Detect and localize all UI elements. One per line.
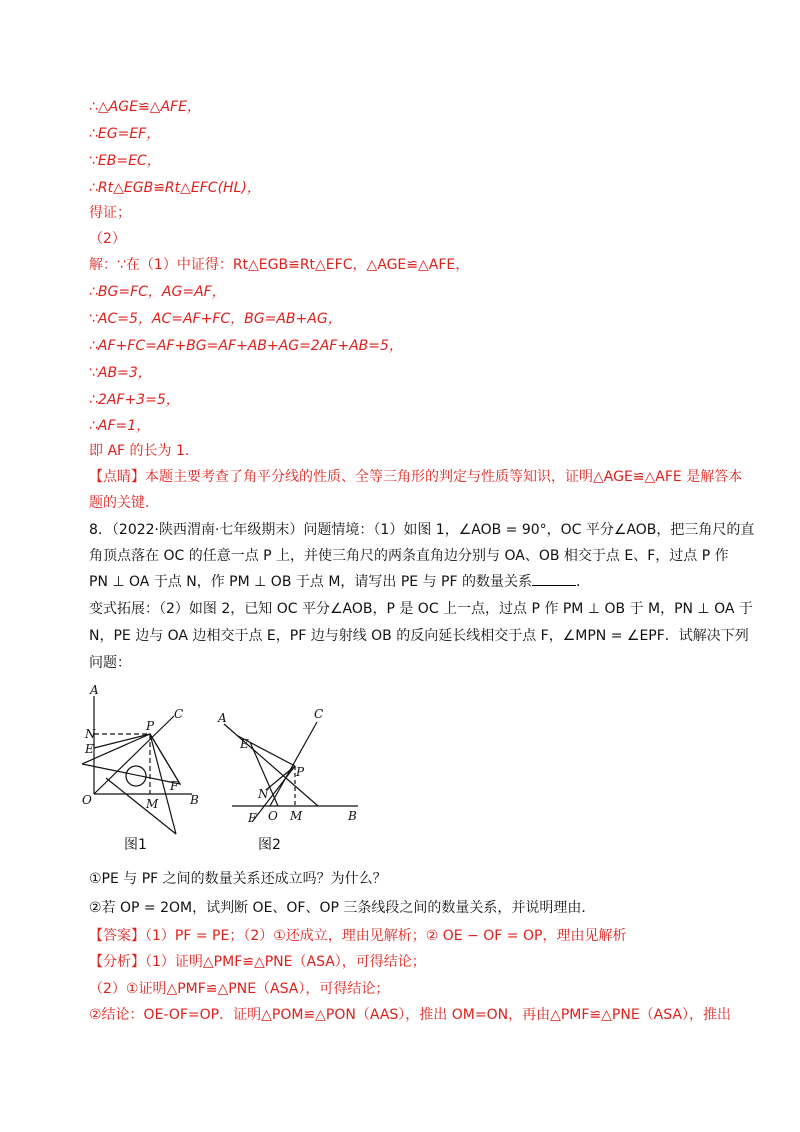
figure-1-caption: 图1 — [124, 837, 147, 853]
answer-text: （1）PF = PE；（2）①还成立，理由见解析；② OE − OF = OP，理由见解析 — [145, 928, 627, 944]
problem8-line-1: 8．（2022·陕西渭南·七年级期末）问题情境：（1）如图 1，∠AOB = 90°，OC 平分∠AOB，把三角尺的直 — [89, 522, 755, 538]
answer-tag: 【答案】 — [89, 928, 145, 944]
solution-line-13: ∴AF=1， — [89, 418, 151, 434]
analysis-tag: 【分析】 — [89, 954, 145, 970]
problem8-line-3-end: ． — [576, 574, 590, 590]
solution-line-7: 解：∵在（1）中证得：Rt△EGB≌Rt△EFC，△AGE≌△AFE， — [89, 257, 470, 273]
analysis-text-1: （1）证明△PMF≌△PNE（ASA），可得结论； — [145, 954, 426, 970]
solution-line-12: ∴2AF+3=5， — [89, 392, 180, 408]
fig2-line-oc — [270, 722, 317, 806]
answer-blank — [532, 573, 576, 586]
analysis-text-2: （2）①证明△PMF≌△PNE（ASA），可得结论； — [89, 981, 390, 997]
fig2-label-f: F — [248, 811, 257, 825]
solution-line-3: ∵EB=EC， — [89, 153, 161, 169]
solution-line-11: ∵AB=3， — [89, 365, 152, 381]
fig2-label-e: E — [240, 737, 249, 751]
fig1-label-b: B — [190, 793, 199, 807]
fig1-label-p: P — [146, 719, 155, 733]
solution-line-6: （2） — [89, 231, 126, 247]
fig2-label-p: P — [296, 765, 305, 779]
fig2-label-a: A — [218, 711, 227, 725]
figure-2-caption: 图2 — [258, 837, 281, 853]
fig2-label-c: C — [314, 707, 324, 721]
figure-1-diagram — [82, 682, 382, 852]
solution-line-9: ∵AC=5，AC=AF+FC，BG=AB+AG， — [89, 311, 342, 327]
fig2-label-n: N — [258, 787, 269, 801]
comment-text-2: 题的关键． — [89, 495, 159, 511]
fig1-label-n: N — [85, 727, 96, 741]
comment-line-1 — [89, 468, 742, 486]
analysis-text-3: ②结论：OE-OF=OP．证明△POM≌△PON（AAS），推出 OM=ON，再由△PMF≌△PNE（ASA），推出 — [89, 1007, 731, 1023]
fig2-label-b: B — [348, 809, 357, 823]
question-1: ①PE 与 PF 之间的数量关系还成立吗？为什么？ — [89, 871, 387, 887]
solution-line-14: 即 AF 的长为 1． — [89, 443, 199, 459]
solution-line-1: ∴△AGE≌△AFE， — [89, 99, 201, 115]
problem8-line-6: 问题： — [89, 655, 131, 671]
fig1-label-a: A — [90, 683, 99, 697]
fig1-label-m: M — [146, 797, 159, 811]
problem8-line-3 — [89, 573, 590, 591]
fig1-label-e: E — [85, 742, 94, 756]
problem8-line-4: 变式拓展：（2）如图 2，已知 OC 平分∠AOB，P 是 OC 上一点，过点 P 作 PM ⊥ OB 于 M，PN ⊥ OA 于 — [89, 601, 753, 617]
fig2-label-o: O — [268, 809, 278, 823]
comment-tag: 【点睛】 — [89, 469, 145, 485]
solution-line-5: 得证； — [89, 205, 131, 221]
fig1-label-o: O — [82, 793, 92, 807]
figures-area — [82, 682, 382, 852]
problem8-line-5: N，PE 边与 OA 边相交于点 E，PF 边与射线 OB 的反向延长线相交于点 F，∠MPN = ∠EPF．试解决下列 — [89, 628, 749, 644]
problem8-line-3-text: PN ⊥ OA 于点 N，作 PM ⊥ OB 于点 M，请写出 PE 与 PF 的数量关系 — [89, 574, 532, 590]
fig1-triangle-ruler-2 — [94, 734, 180, 784]
fig1-label-c: C — [174, 707, 184, 721]
fig1-label-f: F — [170, 779, 179, 793]
problem8-line-2: 角顶点落在 OC 的任意一点 P 上，并使三角尺的两条直角边分别与 OA、OB 相交于点 E、F，过点 P 作 — [89, 548, 729, 564]
fig2-label-m: M — [290, 809, 303, 823]
fig1-line-base — [106, 778, 176, 834]
solution-line-8: ∴BG=FC，AG=AF， — [89, 284, 226, 300]
analysis-line-1 — [89, 953, 426, 971]
solution-line-2: ∴EG=EF， — [89, 126, 161, 142]
question-2: ②若 OP = 2OM，试判断 OE、OF、OP 三条线段之间的数量关系，并说明理由． — [89, 900, 596, 916]
solution-line-10: ∴AF+FC=AF+BG=AF+AB+AG=2AF+AB=5， — [89, 338, 403, 354]
comment-text-1: 本题主要考查了角平分线的性质、全等三角形的判定与性质等知识，证明△AGE≌△AFE 是解答本 — [145, 469, 743, 485]
answer-line — [89, 927, 626, 945]
solution-line-4: ∴Rt△EGB≌Rt△EFC(HL)， — [89, 180, 261, 196]
